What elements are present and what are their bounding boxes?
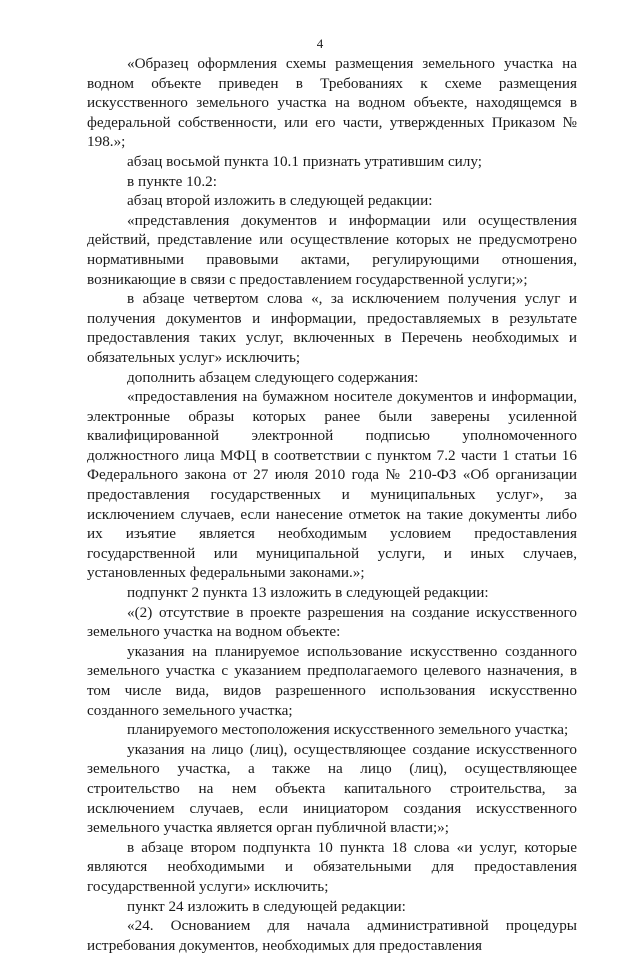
paragraph-13: указания на лицо (лиц), осуществляющее создание искусственного земельного участка, а также на лицо (лиц), осуществляющее строительство на нем объекта капитального строительства, за исключением случаев, если инициатором создания искусственного земельного участка является орган публичной власти;»; — [87, 740, 577, 837]
paragraph-11: указания на планируемое использование искусственно созданного земельного участка с указанием предполагаемого целевого назначения, в том числе вида, видов разрешенного использования искусственно созданного земельного участка; — [87, 642, 577, 719]
paragraph-7: дополнить абзацем следующего содержания: — [127, 368, 419, 386]
paragraph-15: пункт 24 изложить в следующей редакции: — [127, 897, 406, 915]
paragraph-3: в пункте 10.2: — [127, 172, 217, 190]
paragraph-1: «Образец оформления схемы размещения земельного участка на водном объекте приведен в Требованиях к схеме размещения искусственного земельного участка на водном объекте, находящемся в федеральной собственности, или его части, утвержденных Приказом № 198.»; — [87, 55, 577, 151]
paragraph-5: «представления документов и информации или осуществления действий, представление или осуществление которых не предусмотрено нормативными правовыми актами, регулирующими отношения, возникающие в связи с предоставлением государственной услуги;»; — [87, 211, 577, 288]
page-number: 4 — [316, 36, 324, 51]
paragraph-9: подпункт 2 пункта 13 изложить в следующей редакции: — [127, 584, 489, 602]
paragraph-10: «(2) отсутствие в проекте разрешения на создание искусственного земельного участка на водном объекте: — [87, 603, 577, 641]
paragraph-2: абзац восьмой пункта 10.1 признать утратившим силу; — [127, 152, 482, 170]
paragraph-6: в абзаце четвертом слова «, за исключением получения услуг и получения документов и информации, предоставляемых в результате предоставления таких услуг, включенных в Перечень необходимых и обязательных услуг» исключить; — [87, 290, 577, 366]
paragraph-16: «24. Основанием для начала административной процедуры истребования документов, необходимых для предоставления — [87, 917, 577, 954]
paragraph-14: в абзаце втором подпункта 10 пункта 18 слова «и услуг, которые являются необходимыми и обязательными для предоставления государственной услуги» исключить; — [87, 838, 577, 895]
body-text — [87, 54, 577, 955]
paragraph-4: абзац второй изложить в следующей редакции: — [127, 192, 433, 210]
paragraph-8: «предоставления на бумажном носителе документов и информации, электронные образы которых ранее были заверены усиленной квалифицированной электронной подписью уполномоченного должностного лица МФЦ в соответствии с пунктом 7.2 части 1 статьи 16 Федерального закона от 27 июля 2010 года № 210-ФЗ «Об организации предоставления государственных и муниципальных услуг», за исключением случаев, если нанесение отметок на такие документы либо их изъятие является необходимым условием предоставления государственной или муниципальной услуги, и иных случаев, установленных федеральными законами.»; — [87, 388, 577, 582]
paragraph-12: планируемого местоположения искусственного земельного участка; — [127, 721, 569, 739]
